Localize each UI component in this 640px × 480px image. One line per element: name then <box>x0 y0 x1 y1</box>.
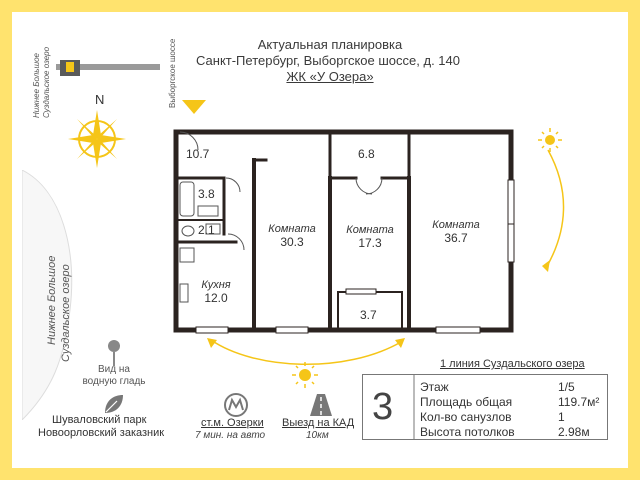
metro-label-2: 7 мин. на авто <box>195 430 266 441</box>
room-corridor-area: 6.8 <box>358 147 375 161</box>
metro-icon <box>223 392 249 418</box>
north-label: N <box>95 92 105 107</box>
room-1-area: 30.3 <box>280 235 304 249</box>
lake-top-label-2: Суздальское озеро <box>42 46 51 118</box>
room-2-area: 17.3 <box>358 236 382 250</box>
plan-address: Санкт-Петербург, Выборгское шоссе, д. 140 <box>196 53 460 68</box>
room-2-name: Комната <box>346 224 394 236</box>
complex-link[interactable]: ЖК «У Озера» <box>286 69 374 84</box>
spec-ceiling-value: 2.98м <box>558 425 590 439</box>
spec-bathrooms-value: 1 <box>558 410 565 424</box>
room-3 <box>428 219 484 245</box>
sun-icon-right <box>538 128 562 152</box>
room-1 <box>264 223 320 249</box>
compass-rose-icon <box>66 108 128 170</box>
entrance-arrow-icon <box>182 100 208 116</box>
room-kitchen-area: 12.0 <box>204 291 228 305</box>
lake-map-strip <box>56 58 166 78</box>
room-3-name: Комната <box>432 219 480 231</box>
lake-side-label-2: Суздальское озеро <box>60 264 72 362</box>
spec-floor-value: 1/5 <box>558 380 575 394</box>
sun-icon-bottom <box>292 362 318 388</box>
room-kitchen <box>186 279 246 305</box>
room-1-name: Комната <box>268 223 316 235</box>
spec-bathrooms-label: Кол-во санузлов <box>420 410 512 424</box>
view-label-1: Вид на <box>98 364 130 375</box>
park-label-1: Шуваловский парк <box>52 414 147 426</box>
road-label-2: 10км <box>306 430 329 441</box>
room-balcony-area: 3.7 <box>360 308 377 322</box>
room-bath-area: 3.8 <box>198 187 215 201</box>
room-kitchen-name: Кухня <box>201 279 231 291</box>
spec-area-value: 119.7м² <box>558 395 600 409</box>
room-3-area: 36.7 <box>444 231 468 245</box>
room-2 <box>342 224 398 250</box>
spec-floor-label: Этаж <box>420 380 449 394</box>
spec-ceiling-label: Высота потолков <box>420 425 515 439</box>
park-label-2: Новоорловский заказник <box>38 427 165 439</box>
spec-area-label: Площадь общая <box>420 395 513 409</box>
road-label-1: Выезд на КАД <box>282 417 355 429</box>
room-hall-area: 10.7 <box>186 147 210 161</box>
lake-line-label: 1 линия Суздальского озера <box>440 358 585 370</box>
sun-path-right <box>510 120 570 280</box>
lake-side-label-1: Нижнее Большое <box>46 255 58 345</box>
room-wc-area: 2.1 <box>198 223 215 237</box>
metro-label-1: ст.м. Озерки <box>201 417 264 429</box>
rooms-count: 3 <box>372 386 394 428</box>
leaf-icon <box>102 392 126 416</box>
highway-label: Выборгское шоссе <box>168 38 177 108</box>
plan-title: Актуальная планировка <box>257 37 403 52</box>
view-label-2: водную гладь <box>82 376 146 387</box>
road-icon <box>308 392 334 418</box>
lake-top-label-1: Нижнее Большое <box>32 53 41 118</box>
